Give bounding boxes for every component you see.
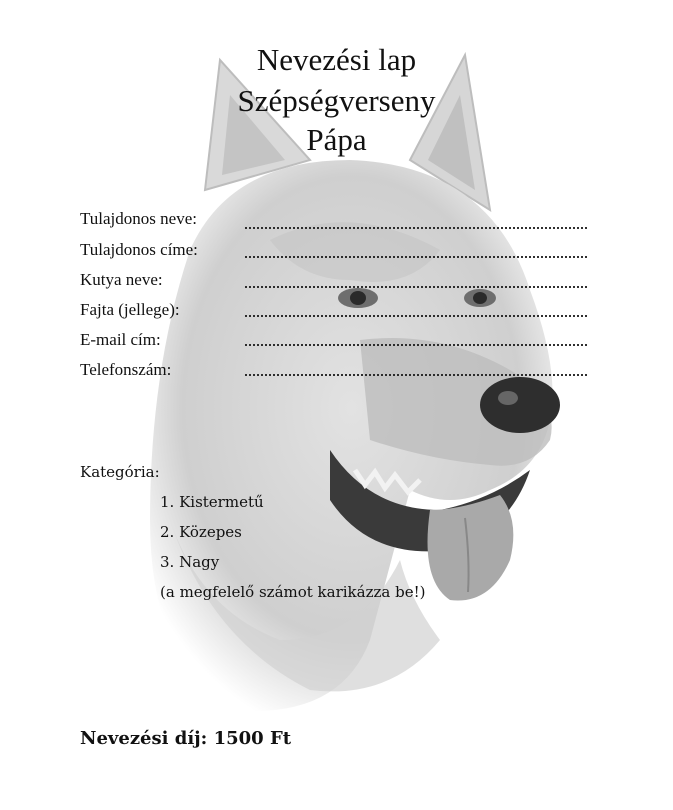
form-title: Nevezési lap xyxy=(256,42,417,77)
event-name: Szépségverseny xyxy=(237,83,436,118)
category-option-medium[interactable]: 2. Közepes xyxy=(160,523,242,541)
category-option-small[interactable]: 1. Kistermetű xyxy=(160,493,264,511)
category-instruction: (a megfelelő számot karikázza be!) xyxy=(160,583,426,601)
owner-name-line[interactable] xyxy=(244,227,589,229)
owner-address-line[interactable] xyxy=(244,256,589,258)
dog-name-label: Kutya neve: xyxy=(80,270,163,289)
breed-line[interactable] xyxy=(244,315,589,317)
email-label: E-mail cím: xyxy=(80,330,161,349)
breed-label: Fajta (jellege): xyxy=(80,300,180,319)
phone-line[interactable] xyxy=(244,374,589,376)
entry-fee: Nevezési díj: 1500 Ft xyxy=(80,728,292,749)
category-option-large[interactable]: 3. Nagy xyxy=(160,553,220,571)
phone-label: Telefonszám: xyxy=(80,360,172,379)
event-location: Pápa xyxy=(306,122,367,157)
owner-name-label: Tulajdonos neve: xyxy=(80,209,197,228)
email-line[interactable] xyxy=(244,344,589,346)
owner-address-label: Tulajdonos címe: xyxy=(80,240,198,259)
dog-name-line[interactable] xyxy=(244,286,589,288)
category-label: Kategória: xyxy=(80,463,160,481)
